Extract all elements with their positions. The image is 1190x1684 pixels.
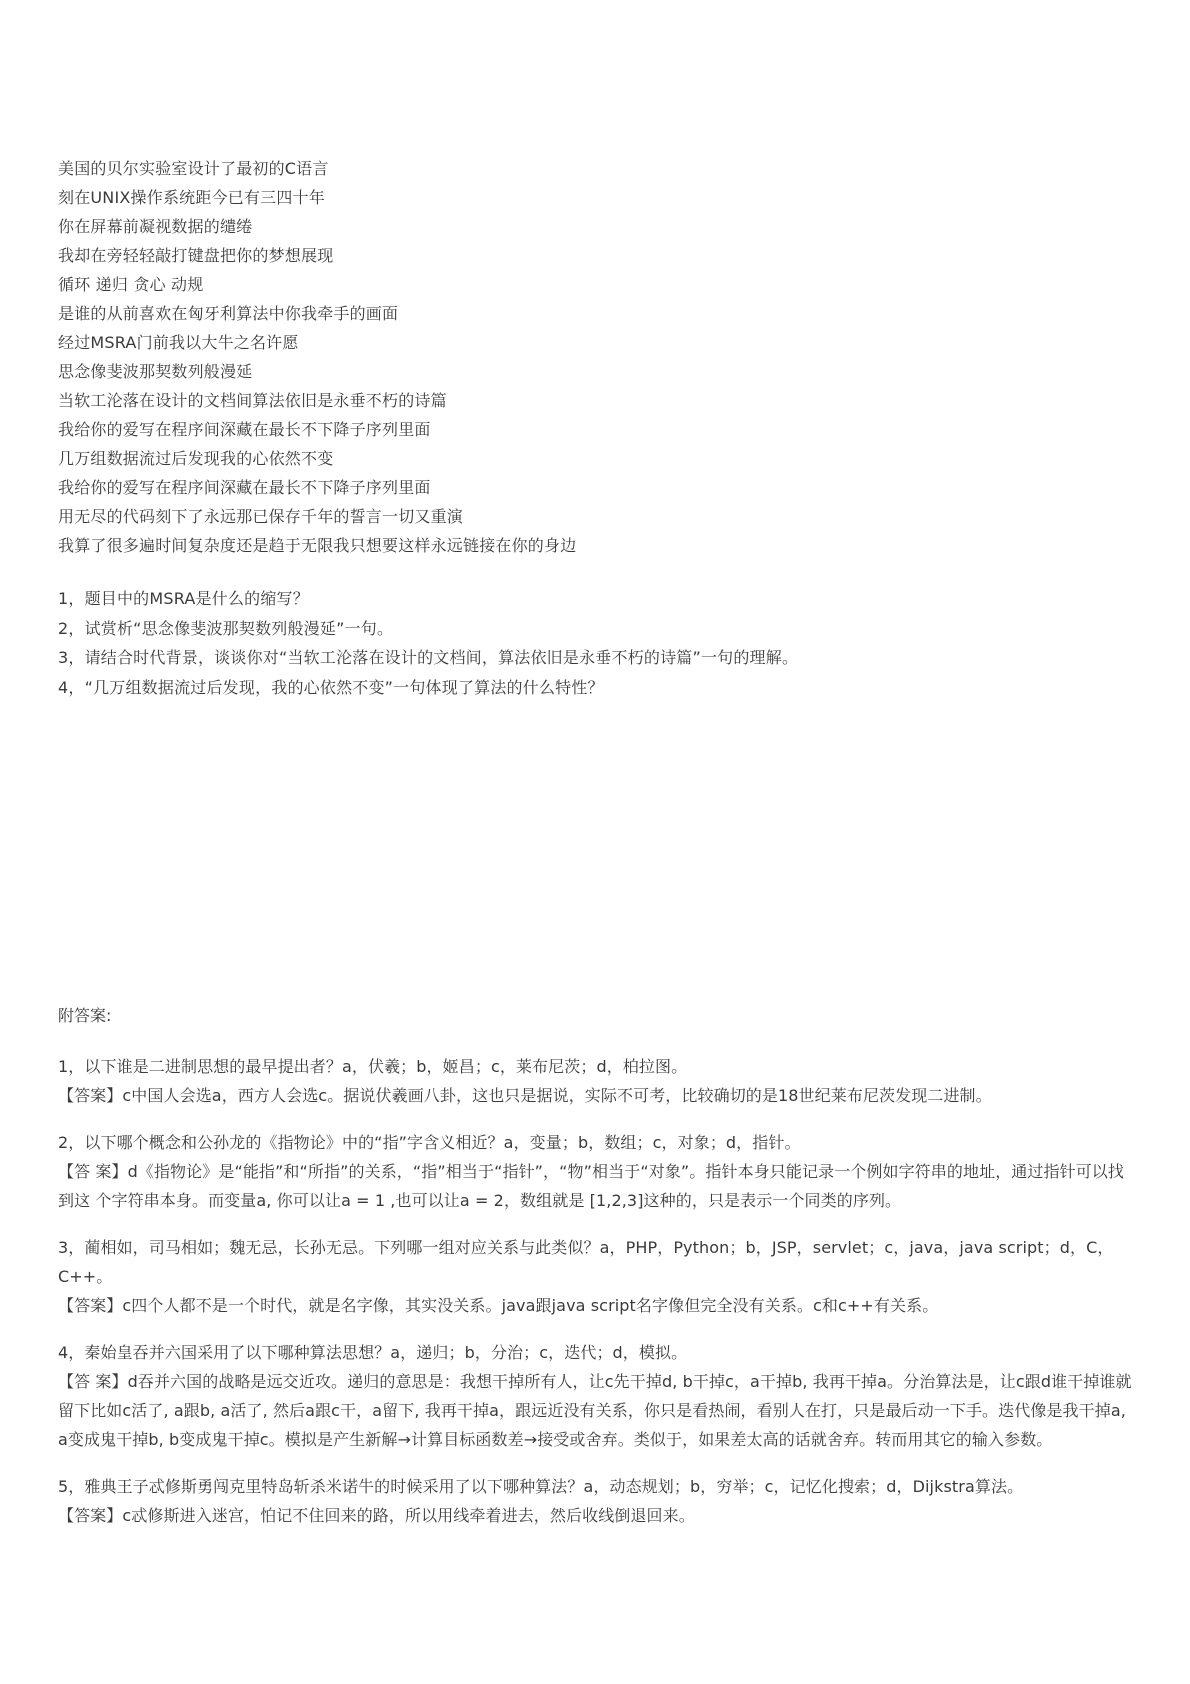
- poem-line: 我给你的爱写在程序间深藏在最长不下降子序列里面: [58, 420, 431, 439]
- answer-item: [58, 1338, 1138, 1454]
- quiz-answer: 【答案】c中国人会选a，西方人会选c。据说伏羲画八卦，这也只是据说，实际不可考，比较确切的是18世纪莱布尼茨发现二进制。: [58, 1086, 992, 1105]
- poem-line: 我却在旁轻轻敲打键盘把你的梦想展现: [58, 246, 334, 265]
- question-item: 1，题目中的MSRA是什么的缩写？: [58, 589, 309, 608]
- poem: [58, 154, 1138, 560]
- question-item: 2，试赏析“思念像斐波那契数列般漫延”一句。: [58, 618, 394, 638]
- quiz-answer: 【答案】c忒修斯进入迷宫，怕记不住回来的路，所以用线牵着进去，然后收线倒退回来。: [58, 1506, 695, 1525]
- quiz-question: 3，蔺相如，司马相如；魏无忌，长孙无忌。下列哪一组对应关系与此类似？a，PHP，Python；b，JSP，servlet；c，java，java script；d，C，C++。: [58, 1238, 1114, 1286]
- poem-line: 我给你的爱写在程序间深藏在最长不下降子序列里面: [58, 478, 431, 497]
- quiz-question: 5，雅典王子忒修斯勇闯克里特岛斩杀米诺牛的时候采用了以下哪种算法？a，动态规划；b，穷举；c，记忆化搜索；d，Dijkstra算法。: [58, 1477, 1024, 1496]
- answer-item: [58, 1472, 1138, 1530]
- quiz-answer: 【答 案】d吞并六国的战略是远交近攻。递归的意思是：我想干掉所有人，让c先干掉d, b干掉c，a干掉b, 我再干掉a。分治算法是，让c跟d谁干掉谁就留下比如c活了, a跟b, a活了, 然后a跟c干，a留下, 我再干掉a，跟远近没有关系，你只是看热闹，看别人在打，只是最后动一下手。迭代像是我干掉a, a变成鬼干掉b, b变成鬼干掉c。模拟是产生新解→计算目标函数差→接受或舍弃。类似于，如果差太高的话就舍弃。转而用其它的输入参数。: [58, 1372, 1132, 1449]
- poem-line: 思念像斐波那契数列般漫延: [58, 362, 253, 381]
- answer-item: [58, 1128, 1138, 1215]
- poem-line: 美国的贝尔实验室设计了最初的C语言: [58, 159, 329, 178]
- question-item: 4，“几万组数据流过后发现，我的心依然不变”一句体现了算法的什么特性？: [58, 677, 604, 697]
- quiz-question: 2，以下哪个概念和公孙龙的《指物论》中的“指”字含义相近？a，变量；b，数组；c，对象；d，指针。: [58, 1133, 801, 1152]
- poem-line: 我算了很多遍时间复杂度还是趋于无限我只想要这样永远链接在你的身边: [58, 536, 577, 555]
- poem-line: 刻在UNIX操作系统距今已有三四十年: [58, 188, 325, 207]
- question-item: 3，请结合时代背景，谈谈你对“当软工沦落在设计的文档间，算法依旧是永垂不朽的诗篇”一句的理解。: [58, 648, 799, 667]
- poem-line: 经过MSRA门前我以大牛之名许愿: [58, 333, 299, 352]
- answer-item: [58, 1233, 1138, 1320]
- quiz-question: 4，秦始皇吞并六国采用了以下哪种算法思想？a，递归；b，分治；c，迭代；d，模拟。: [58, 1343, 688, 1362]
- answer-section: [58, 1002, 1138, 1548]
- answer-item: [58, 1052, 1138, 1110]
- poem-line: 循环 递归 贪心 动规: [58, 275, 204, 294]
- poem-line: 用无尽的代码刻下了永远那已保存千年的誓言一切又重演: [58, 507, 464, 526]
- document-page: [58, 154, 1138, 1525]
- poem-line: 你在屏幕前凝视数据的缱绻: [58, 217, 253, 236]
- poem-line: 当软工沦落在设计的文档间算法依旧是永垂不朽的诗篇: [58, 391, 447, 410]
- poem-line: 几万组数据流过后发现我的心依然不变: [58, 449, 334, 468]
- poem-line: 是谁的从前喜欢在匈牙利算法中你我牵手的画面: [58, 304, 399, 323]
- quiz-answer: 【答案】c四个人都不是一个时代，就是名字像，其实没关系。java跟java script名字像但完全没有关系。c和c++有关系。: [58, 1296, 939, 1315]
- answer-heading: 附答案:: [58, 1006, 112, 1025]
- quiz-question: 1，以下谁是二进制思想的最早提出者？a，伏羲；b，姬昌；c，莱布尼茨；d，柏拉图。: [58, 1057, 688, 1076]
- question-list: [58, 584, 1138, 702]
- quiz-answer: 【答 案】d《指物论》是“能指”和“所指”的关系，“指”相当于“指针”，“物”相当于“对象”。指针本身只能记录一个例如字符串的地址，通过指针可以找到这 个字符串本身。而变量a, 你可以让a = 1 ,也可以让a = 2，数组就是 [1,2,3]这种的，只是表示一个同类的序列。: [58, 1162, 1125, 1210]
